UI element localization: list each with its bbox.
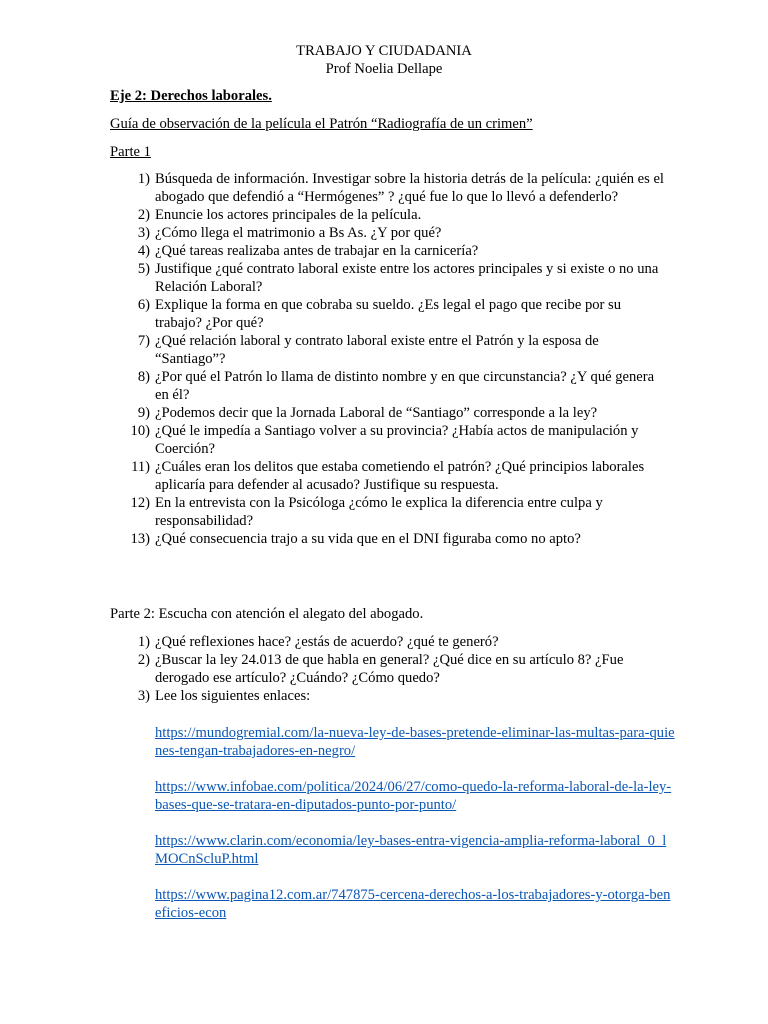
list-item bbox=[110, 633, 670, 651]
list-item bbox=[110, 206, 670, 224]
list-item-text: ¿Cuáles eran los delitos que estaba cometiendo el patrón? ¿Qué principios laborales aplicaría para defender al acusado? Justifique su respuesta. bbox=[155, 459, 645, 493]
list-item bbox=[110, 404, 670, 422]
list-item-text: ¿Buscar la ley 24.013 de que habla en general? ¿Qué dice en su artículo 8? ¿Fue derogado ese artículo? ¿Cuándo? ¿Cómo quedo? bbox=[155, 652, 624, 686]
list-item bbox=[110, 687, 670, 705]
list-item-number: 6) bbox=[137, 297, 150, 313]
part2-list bbox=[110, 633, 670, 705]
list-item-number: 13) bbox=[130, 531, 150, 547]
list-item-number: 1) bbox=[137, 171, 150, 187]
reference-link[interactable]: https://www.infobae.com/politica/2024/06/27/como-quedo-la-reforma-laboral-de-la-ley-bases-que-se-tratara-en-diputados-punto-por-punto/ bbox=[155, 779, 672, 813]
list-item-number: 8) bbox=[137, 369, 150, 385]
list-item-number: 5) bbox=[137, 261, 150, 277]
list-item-text: En la entrevista con la Psicóloga ¿cómo le explica la diferencia entre culpa y responsabilidad? bbox=[155, 495, 603, 529]
reference-link[interactable]: https://mundogremial.com/la-nueva-ley-de-bases-pretende-eliminar-las-multas-para-quienes-tengan-trabajadores-en-negro/ bbox=[155, 725, 675, 759]
list-item bbox=[110, 170, 670, 206]
list-item bbox=[110, 458, 670, 494]
list-item bbox=[110, 494, 670, 530]
list-item-text: ¿Por qué el Patrón lo llama de distinto nombre y en que circunstancia? ¿Y qué genera en él? bbox=[155, 369, 655, 403]
list-item-text: ¿Qué le impedía a Santiago volver a su provincia? ¿Había actos de manipulación y Coerción? bbox=[155, 423, 639, 457]
reference-link[interactable]: https://www.pagina12.com.ar/747875-cercena-derechos-a-los-trabajadores-y-otorga-beneficios-econ bbox=[155, 887, 671, 921]
list-item bbox=[110, 530, 670, 548]
list-item bbox=[110, 332, 670, 368]
document-header bbox=[0, 42, 768, 78]
list-item-text: ¿Qué reflexiones hace? ¿estás de acuerdo? ¿qué te generó? bbox=[155, 634, 499, 650]
list-item-number: 7) bbox=[137, 333, 150, 349]
links-list bbox=[155, 724, 675, 940]
list-item bbox=[110, 296, 670, 332]
list-item-number: 3) bbox=[137, 688, 150, 704]
list-item-number: 10) bbox=[130, 423, 150, 439]
part1-list bbox=[110, 170, 670, 548]
list-item-text: ¿Qué relación laboral y contrato laboral existe entre el Patrón y la esposa de “Santiago”? bbox=[155, 333, 599, 367]
list-item-text: ¿Qué tareas realizaba antes de trabajar en la carnicería? bbox=[155, 243, 479, 259]
list-item bbox=[110, 224, 670, 242]
list-item-text: ¿Cómo llega el matrimonio a Bs As. ¿Y por qué? bbox=[155, 225, 442, 241]
list-item bbox=[110, 651, 670, 687]
axis-heading: Eje 2: Derechos laborales. bbox=[110, 88, 272, 104]
list-item-number: 4) bbox=[137, 243, 150, 259]
list-item bbox=[110, 368, 670, 404]
reference-link[interactable]: https://www.clarin.com/economia/ley-bases-entra-vigencia-amplia-reforma-laboral_0_lMOCnScluP.html bbox=[155, 833, 667, 867]
list-item-number: 12) bbox=[130, 495, 150, 511]
list-item-text: Explique la forma en que cobraba su sueldo. ¿Es legal el pago que recibe por su trabajo? ¿Por qué? bbox=[155, 297, 622, 331]
list-item-number: 9) bbox=[137, 405, 150, 421]
list-item-number: 3) bbox=[137, 225, 150, 241]
list-item-number: 2) bbox=[137, 652, 150, 668]
part2-title: Parte 2: Escucha con atención el alegato del abogado. bbox=[110, 606, 424, 622]
list-item-text: Justifique ¿qué contrato laboral existe entre los actores principales y si existe o no una Relación Laboral? bbox=[155, 261, 659, 295]
list-item-number: 1) bbox=[137, 634, 150, 650]
list-item-text: ¿Qué consecuencia trajo a su vida que en el DNI figuraba como no apto? bbox=[155, 531, 581, 547]
list-item bbox=[110, 260, 670, 296]
list-item-text: Búsqueda de información. Investigar sobre la historia detrás de la película: ¿quién es el abogado que defendió a “Hermógenes” ? ¿qué fue lo que lo llevó a defenderlo? bbox=[155, 171, 664, 205]
list-item bbox=[110, 422, 670, 458]
list-item-number: 2) bbox=[137, 207, 150, 223]
guide-title: Guía de observación de la película el Patrón “Radiografía de un crimen” bbox=[110, 116, 533, 132]
list-item-text: Enuncie los actores principales de la película. bbox=[155, 207, 422, 223]
list-item-text: ¿Podemos decir que la Jornada Laboral de “Santiago” corresponde a la ley? bbox=[155, 405, 598, 421]
course-title: TRABAJO Y CIUDADANIA bbox=[296, 43, 472, 59]
professor-name: Prof Noelia Dellape bbox=[325, 61, 443, 77]
list-item-text: Lee los siguientes enlaces: bbox=[155, 688, 311, 704]
part1-title: Parte 1 bbox=[110, 144, 151, 160]
list-item bbox=[110, 242, 670, 260]
list-item-number: 11) bbox=[131, 459, 150, 475]
